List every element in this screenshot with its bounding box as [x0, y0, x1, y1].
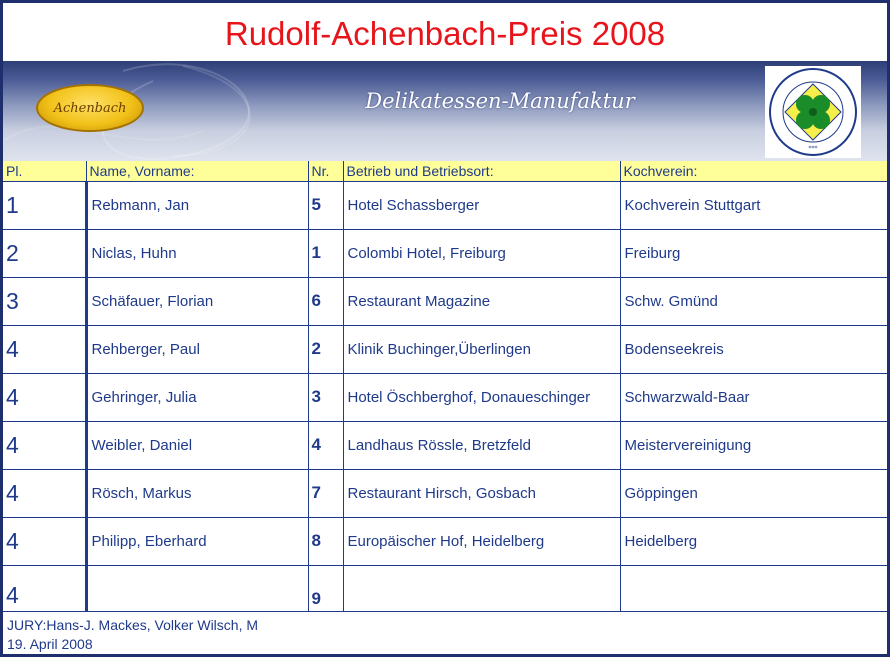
footer	[3, 613, 887, 654]
cell-club: Schw. Gmünd	[620, 277, 887, 325]
cell-nr: 9	[308, 565, 343, 611]
event-date: 19. April 2008	[7, 636, 93, 652]
cell-club	[620, 565, 887, 611]
table-row	[3, 421, 887, 469]
cell-club: Bodenseekreis	[620, 325, 887, 373]
cell-place: 1	[3, 181, 86, 229]
header-nr: Nr.	[308, 161, 343, 181]
cell-place: 4	[3, 469, 86, 517]
cell-nr: 6	[308, 277, 343, 325]
cell-place: 4	[3, 373, 86, 421]
cell-nr: 7	[308, 469, 343, 517]
sponsor-banner	[3, 61, 887, 161]
cell-name: Niclas, Huhn	[86, 229, 308, 277]
vkd-seal-logo	[765, 66, 861, 158]
cell-club: Kochverein Stuttgart	[620, 181, 887, 229]
header-place: Pl.	[3, 161, 86, 181]
cell-name	[86, 565, 308, 611]
svg-text:***: ***	[808, 145, 818, 152]
cell-name: Rehberger, Paul	[86, 325, 308, 373]
table-row	[3, 565, 887, 611]
cell-nr: 2	[308, 325, 343, 373]
cell-company: Europäischer Hof, Heidelberg	[343, 517, 620, 565]
cell-nr: 3	[308, 373, 343, 421]
table-row	[3, 517, 887, 565]
cell-company: Restaurant Hirsch, Gosbach	[343, 469, 620, 517]
cell-club: Göppingen	[620, 469, 887, 517]
cell-name: Schäfauer, Florian	[86, 277, 308, 325]
cell-place: 2	[3, 229, 86, 277]
cell-company: Landhaus Rössle, Bretzfeld	[343, 421, 620, 469]
cell-company: Colombi Hotel, Freiburg	[343, 229, 620, 277]
cell-nr: 5	[308, 181, 343, 229]
header-company: Betrieb und Betriebsort:	[343, 161, 620, 181]
achenbach-logo-text: Achenbach	[53, 100, 127, 116]
cell-name: Gehringer, Julia	[86, 373, 308, 421]
cell-company: Hotel Schassberger	[343, 181, 620, 229]
cell-club: Freiburg	[620, 229, 887, 277]
jury-line: JURY:Hans-J. Mackes, Volker Wilsch, M	[7, 617, 259, 633]
cell-nr: 8	[308, 517, 343, 565]
page-title: Rudolf-Achenbach-Preis 2008	[224, 15, 666, 52]
table-row	[3, 181, 887, 229]
cell-place: 4	[3, 565, 86, 611]
table-row	[3, 325, 887, 373]
cell-club: Heidelberg	[620, 517, 887, 565]
banner-tagline: Delikatessen-Manufaktur	[365, 89, 635, 113]
cell-company	[343, 565, 620, 611]
cell-nr: 1	[308, 229, 343, 277]
achenbach-logo	[36, 84, 144, 132]
clover-seal-icon	[765, 66, 861, 158]
cell-place: 4	[3, 421, 86, 469]
cell-company: Klinik Buchinger,Überlingen	[343, 325, 620, 373]
table-row	[3, 277, 887, 325]
cell-place: 4	[3, 325, 86, 373]
table-row	[3, 373, 887, 421]
cell-name: Philipp, Eberhard	[86, 517, 308, 565]
cell-place: 3	[3, 277, 86, 325]
results-table	[3, 161, 887, 612]
header-name: Name, Vorname:	[86, 161, 308, 181]
table-header-row	[3, 161, 887, 181]
cell-club: Schwarzwald-Baar	[620, 373, 887, 421]
cell-company: Restaurant Magazine	[343, 277, 620, 325]
cell-name: Rebmann, Jan	[86, 181, 308, 229]
cell-name: Rösch, Markus	[86, 469, 308, 517]
header-club: Kochverein:	[620, 161, 887, 181]
cell-club: Meistervereinigung	[620, 421, 887, 469]
cell-company: Hotel Öschberghof, Donaueschinger	[343, 373, 620, 421]
cell-name: Weibler, Daniel	[86, 421, 308, 469]
table-row	[3, 469, 887, 517]
cell-place: 4	[3, 517, 86, 565]
cell-nr: 4	[308, 421, 343, 469]
table-row	[3, 229, 887, 277]
results-table-container	[3, 161, 887, 612]
